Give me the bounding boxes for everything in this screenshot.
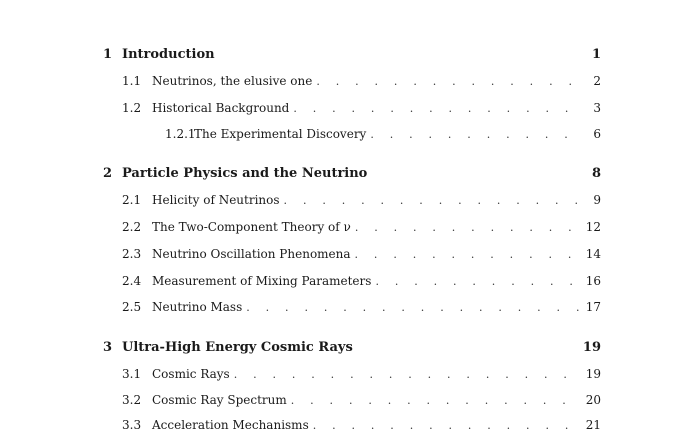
chapter-number: 3 [103,340,113,355]
dot-leader [355,221,579,234]
toc-section-2-2[interactable] [122,220,601,234]
dot-leader [284,194,579,207]
section-number: 1.1 [122,74,142,88]
page-number: 16 [585,274,601,288]
page-number: 20 [585,393,601,407]
page-number: 14 [585,247,601,261]
chapter-title: Introduction [122,47,215,62]
page-number: 6 [593,127,601,141]
chapter-number: 1 [103,47,113,62]
toc-section-1-1[interactable] [122,74,601,88]
section-title: Measurement of Mixing Parameters [152,274,372,288]
chapter-title: Particle Physics and the Neutrino [122,166,368,181]
page-number: 8 [591,166,601,181]
page-number: 17 [585,300,601,314]
section-title: Cosmic Ray Spectrum [152,393,287,407]
section-number: 3.3 [122,418,142,432]
chapter-title: Ultra-High Energy Cosmic Rays [122,340,353,355]
toc-section-2-3[interactable] [122,247,601,261]
section-title: The Two-Component Theory of ν [152,220,351,234]
page-number: 2 [593,74,601,88]
toc-chapter-2[interactable] [103,166,601,181]
section-title: Neutrinos, the elusive one [152,74,313,88]
toc-section-1-2[interactable] [122,101,601,115]
dot-leader [316,75,579,88]
page-number: 12 [585,220,601,234]
toc-section-2-5[interactable] [122,300,601,314]
section-number: 2.3 [122,247,142,261]
dot-leader [370,128,579,141]
dot-leader [234,368,579,381]
page-number: 19 [582,340,601,355]
toc-section-2-4[interactable] [122,274,601,288]
section-number: 3.2 [122,393,142,407]
dot-leader [293,102,579,115]
page-number: 9 [593,193,601,207]
section-title: Cosmic Rays [152,367,230,381]
section-number: 2.1 [122,193,142,207]
section-title: Neutrino Mass [152,300,243,314]
dot-leader [246,301,579,314]
toc-section-3-1[interactable] [122,367,601,381]
toc-section-3-2[interactable] [122,393,601,407]
subsection-number: 1.2.1 [165,127,196,141]
chapter-number: 2 [103,166,113,181]
subsection-title: The Experimental Discovery [194,127,367,141]
section-title: Neutrino Oscillation Phenomena [152,247,351,261]
section-number: 1.2 [122,101,142,115]
toc-subsection-1-2-1[interactable] [165,127,601,141]
dot-leader [291,394,579,407]
section-title: Historical Background [152,101,290,115]
section-number: 2.2 [122,220,142,234]
toc-section-3-3[interactable] [122,418,601,432]
toc-chapter-1[interactable] [103,47,601,62]
toc-section-2-1[interactable] [122,193,601,207]
page-number: 3 [593,101,601,115]
section-number: 2.5 [122,300,142,314]
page-number: 21 [585,418,601,432]
section-number: 3.1 [122,367,142,381]
dot-leader [313,419,579,432]
page-number: 19 [585,367,601,381]
section-title: Helicity of Neutrinos [152,193,280,207]
section-title: Acceleration Mechanisms [152,418,309,432]
dot-leader [355,248,579,261]
section-number: 2.4 [122,274,142,288]
dot-leader [375,275,579,288]
page-number: 1 [591,47,601,62]
toc-chapter-3[interactable] [103,340,601,355]
